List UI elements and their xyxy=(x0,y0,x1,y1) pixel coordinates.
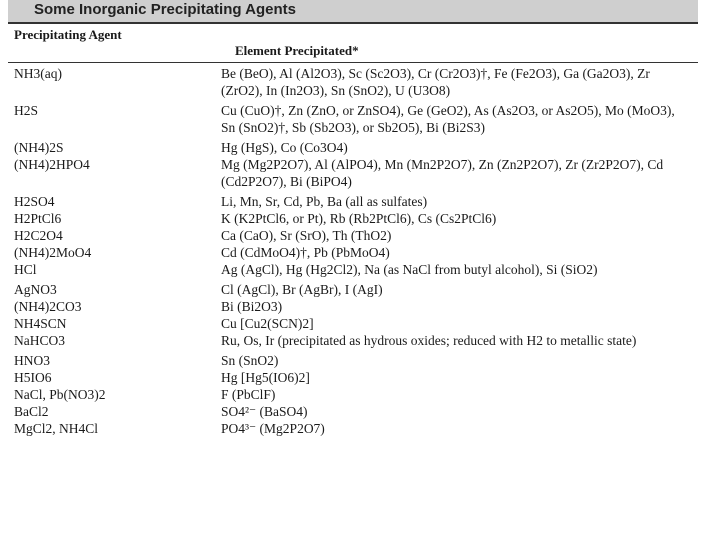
element-cell: Mg (Mg2P2O7), Al (AlPO4), Mn (Mn2P2O7), Zn (Zn2P2O7), Zr (Zr2P2O7), Cd (Cd2P2O7), Bi (BiPO4) xyxy=(221,157,664,189)
element-cell: Cu [Cu2(SCN)2] xyxy=(221,316,314,331)
table-row xyxy=(0,298,720,315)
agent-cell: HNO3 xyxy=(14,353,50,368)
agent-cell: H2C2O4 xyxy=(14,228,63,243)
agent-cell: HCl xyxy=(14,262,37,277)
title-bar xyxy=(8,0,698,22)
table-row xyxy=(0,102,720,136)
agent-cell: (NH4)2MoO4 xyxy=(14,245,92,260)
agent-cell: H2S xyxy=(14,103,39,118)
agent-cell: H2SO4 xyxy=(14,194,55,209)
table-row xyxy=(0,65,720,99)
header-rule xyxy=(8,62,698,63)
agent-cell: (NH4)2CO3 xyxy=(14,299,82,314)
top-rule xyxy=(8,22,698,24)
table-row xyxy=(0,332,720,349)
element-cell: PO4³⁻ (Mg2P2O7) xyxy=(221,421,325,436)
element-cell: Ag (AgCl), Hg (Hg2Cl2), Na (as NaCl from butyl alcohol), Si (SiO2) xyxy=(221,262,598,277)
agent-cell: (NH4)2HPO4 xyxy=(14,157,90,172)
element-cell: Hg (HgS), Co (Co3O4) xyxy=(221,140,348,155)
element-cell: Ru, Os, Ir (precipitated as hydrous oxides; reduced with H2 to metallic state) xyxy=(221,333,637,348)
header-element: Element Precipitated* xyxy=(235,43,359,58)
agent-cell: NaCl, Pb(NO3)2 xyxy=(14,387,106,402)
agent-cell: (NH4)2S xyxy=(14,140,64,155)
header-agent: Precipitating Agent xyxy=(14,27,122,42)
table-row xyxy=(0,315,720,332)
element-cell: Be (BeO), Al (Al2O3), Sc (Sc2O3), Cr (Cr2O3)†, Fe (Fe2O3), Ga (Ga2O3), Zr (ZrO2), In (In2O3), Sn (SnO2), U (U3O8) xyxy=(221,66,650,98)
agent-cell: NaHCO3 xyxy=(14,333,65,348)
agent-cell: MgCl2, NH4Cl xyxy=(14,421,99,436)
element-cell: Cu (CuO)†, Zn (ZnO, or ZnSO4), Ge (GeO2), As (As2O3, or As2O5), Mo (MoO3), Sn (SnO2)†, Sb (Sb2O3), or Sb2O5), Bi (Bi2S3) xyxy=(221,103,675,135)
element-cell: SO4²⁻ (BaSO4) xyxy=(221,404,308,419)
agent-cell: NH3(aq) xyxy=(14,66,62,81)
element-cell: Cd (CdMoO4)†, Pb (PbMoO4) xyxy=(221,245,390,260)
element-cell: F (PbClF) xyxy=(221,387,276,402)
element-cell: Li, Mn, Sr, Cd, Pb, Ba (all as sulfates) xyxy=(221,194,428,209)
element-cell: Sn (SnO2) xyxy=(221,353,279,368)
agent-cell: H2PtCl6 xyxy=(14,211,62,226)
element-cell: Cl (AgCl), Br (AgBr), I (AgI) xyxy=(221,282,383,297)
table-row xyxy=(0,227,720,244)
element-cell: K (K2PtCl6, or Pt), Rb (Rb2PtCl6), Cs (Cs2PtCl6) xyxy=(221,211,497,226)
table-row xyxy=(0,386,720,403)
agent-cell: AgNO3 xyxy=(14,282,57,297)
element-cell: Ca (CaO), Sr (SrO), Th (ThO2) xyxy=(221,228,392,243)
table-row xyxy=(0,352,720,369)
table-row xyxy=(0,193,720,210)
table-row xyxy=(0,369,720,386)
table-row xyxy=(0,210,720,227)
table-row xyxy=(0,244,720,261)
table-row xyxy=(0,261,720,278)
table-body xyxy=(0,65,720,437)
table-row xyxy=(0,156,720,190)
agent-cell: H5IO6 xyxy=(14,370,52,385)
agent-cell: NH4SCN xyxy=(14,316,67,331)
table-row xyxy=(0,403,720,420)
table-row xyxy=(0,281,720,298)
agent-cell: BaCl2 xyxy=(14,404,49,419)
element-cell: Bi (Bi2O3) xyxy=(221,299,283,314)
table-row xyxy=(0,420,720,437)
element-cell: Hg [Hg5(IO6)2] xyxy=(221,370,310,385)
table-row xyxy=(0,139,720,156)
table-title: Some Inorganic Precipitating Agents xyxy=(34,1,296,18)
